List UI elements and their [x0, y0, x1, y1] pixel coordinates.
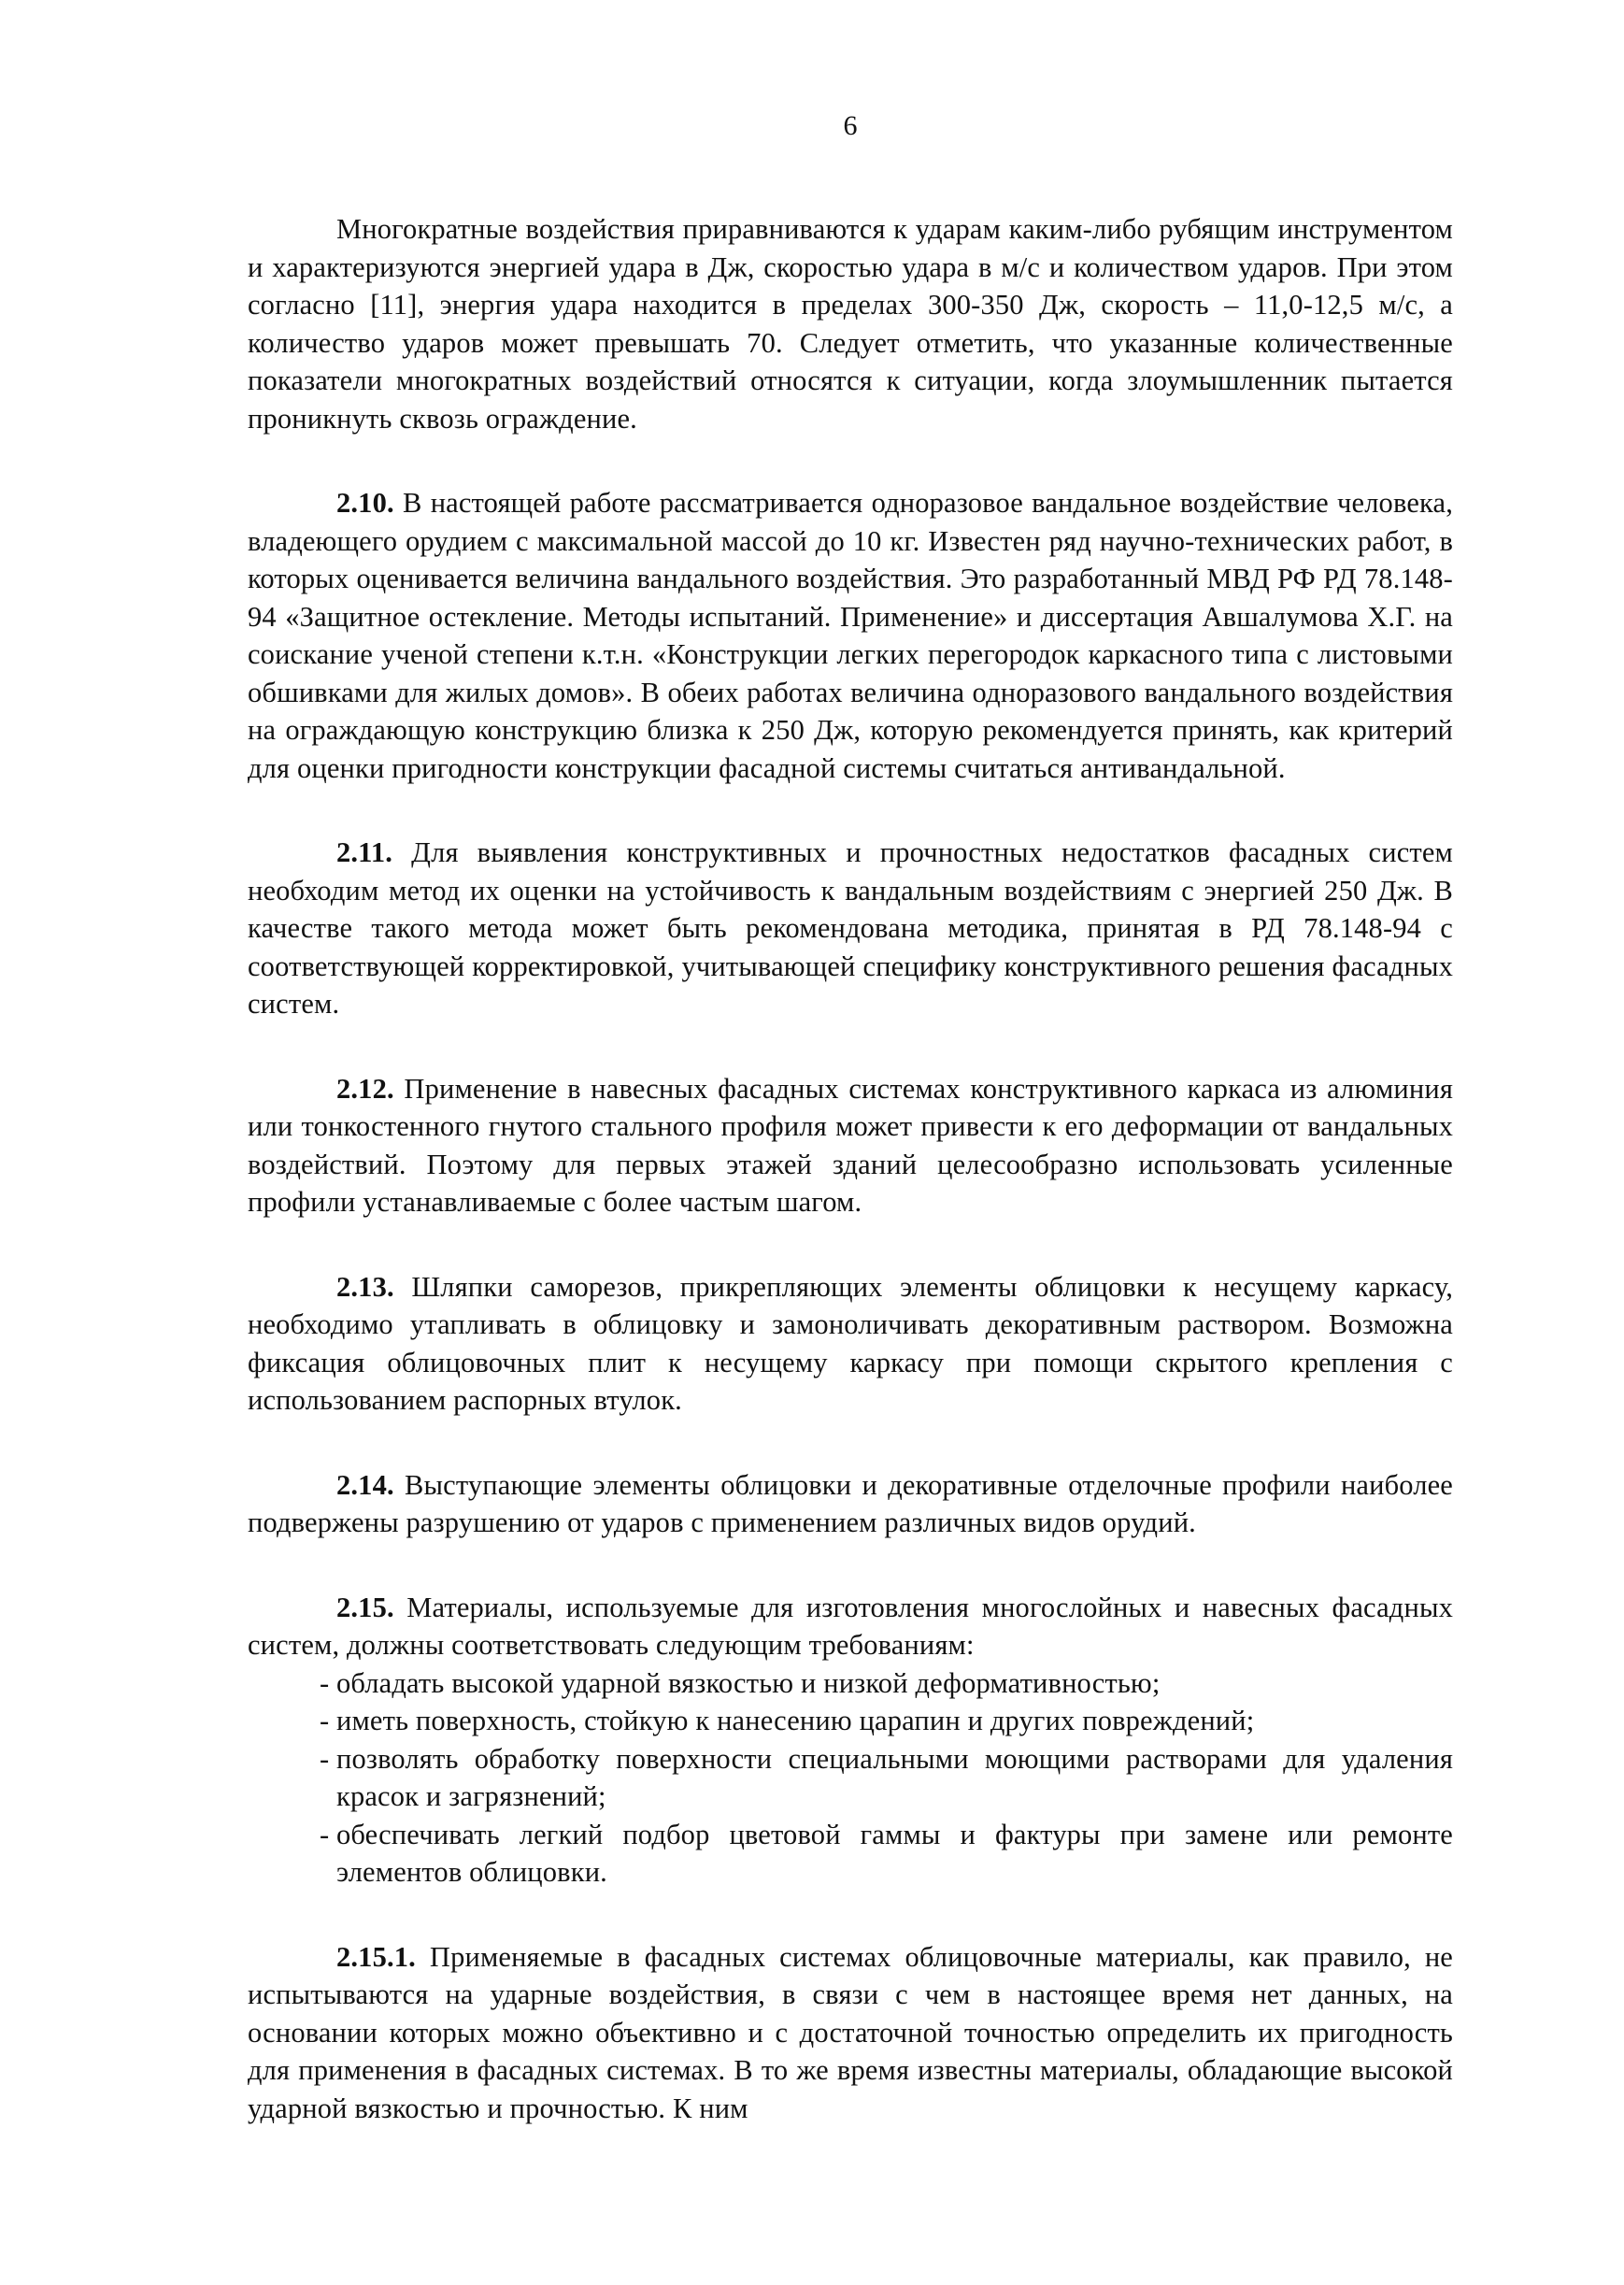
paragraph-2-11 — [248, 834, 1453, 1023]
requirements-list — [248, 1664, 1453, 1892]
section-number: 2.14. — [336, 1468, 394, 1501]
section-number: 2.10. — [336, 487, 394, 519]
list-item-text: обеспечивать легкий подбор цветовой гаммы и фактуры при замене или ремонте элементов облицовки. — [336, 1818, 1453, 1888]
paragraph-2-10 — [248, 484, 1453, 787]
list-item-text: иметь поверхность, стойкую к нанесению царапин и других повреждений; — [336, 1705, 1255, 1736]
page-number: 6 — [843, 110, 858, 141]
paragraph-text: Выступающие элементы облицовки и декоративные отделочные профили наиболее подвержены разрушению от ударов с применением различных видов орудий. — [248, 1468, 1453, 1538]
list-item — [248, 1702, 1453, 1740]
paragraph-text: В настоящей работе рассматривается одноразовое вандальное воздействие человека, владеющего орудием с максимальной массой до 10 кг. Известен ряд научно-технических работ, в которых оценивается величина вандального воздействия. Это разработанный МВД РФ РД 78.148-94 «Защитное остекление. Методы испытаний. Применение» и диссертация Авшалумова Х.Г. на соискание ученой степени к.т.н. «Конструкции легких перегородок каркасного типа с листовыми обшивками для жилых домов». В обеих работах величина одноразового вандального воздействия на ограждающую конструкцию близка к 250 Дж, которую рекомендуется принять, как критерий для оценки пригодности конструкции фасадной системы считаться антивандальной. — [248, 487, 1453, 784]
list-dash: - — [320, 1705, 330, 1736]
paragraph-text: Многократные воздействия приравниваются к ударам каким-либо рубящим инструментом и характеризуются энергией удара в Дж, скоростью удара в м/с и количеством ударов. При этом согласно [11], энергия удара находится в пределах 300-350 Дж, скорость – 11,0-12,5 м/с, а количество ударов может превышать 70. Следует отметить, что указанные количественные показатели многократных воздействий относятся к ситуации, когда злоумышленник пытается проникнуть сквозь ограждение. — [248, 213, 1453, 435]
list-dash: - — [320, 1666, 330, 1699]
section-number: 2.12. — [336, 1072, 394, 1105]
paragraph-text: Шляпки саморезов, прикрепляющих элементы облицовки к несущему каркасу, необходимо утапливать в облицовку и замоноличивать декоративным раствором. Возможна фиксация облицовочных плит к несущему каркасу при помощи скрытого крепления с использованием распорных втулок. — [248, 1270, 1453, 1416]
paragraph-2-13 — [248, 1268, 1453, 1420]
list-item-text: позволять обработку поверхности специальными моющими растворами для удаления красок и загрязнений; — [336, 1742, 1453, 1812]
list-dash: - — [320, 1818, 330, 1850]
list-dash: - — [320, 1742, 330, 1775]
paragraph-text: Применяемые в фасадных системах облицовочные материалы, как правило, не испытываются на ударные воздействия, в связи с чем в настоящее время нет данных, на основании которых можно объективно и с достаточной точностью определить их пригодность для применения в фасадных системах. В то же время известны материалы, обладающие высокой ударной вязкостью и прочностью. К ним — [248, 1940, 1453, 2124]
paragraph-2-12 — [248, 1070, 1453, 1221]
paragraph-2-15-1 — [248, 1938, 1453, 2128]
list-item — [248, 1816, 1453, 1892]
section-number: 2.11. — [336, 836, 393, 868]
paragraph-2-14 — [248, 1466, 1453, 1542]
list-item — [248, 1664, 1453, 1703]
section-number: 2.13. — [336, 1270, 394, 1303]
paragraph-text: Материалы, используемые для изготовления многослойных и навесных фасадных систем, должны соответствовать следующим требованиям: — [248, 1591, 1453, 1661]
paragraph-text: Для выявления конструктивных и прочностных недостатков фасадных систем необходим метод их оценки на устойчивость к вандальным воздействиям с энергией 250 Дж. В качестве такого метода может быть рекомендована методика, принятая в РД 78.148-94 с соответствующей корректировкой, учитывающей специфику конструктивного решения фасадных систем. — [248, 836, 1453, 1020]
list-item-text: обладать высокой ударной вязкостью и низкой деформативностью; — [336, 1666, 1161, 1699]
list-item — [248, 1740, 1453, 1816]
document-page — [248, 112, 1453, 2174]
section-number: 2.15. — [336, 1591, 394, 1623]
section-number: 2.15.1. — [336, 1940, 416, 1973]
paragraph-text: Применение в навесных фасадных системах конструктивного каркаса из алюминия или тонкостенного гнутого стального профиля может привести к его деформации от вандальных воздействий. Поэтому для первых этажей зданий целесообразно использовать усиленные профили устанавливаемые с более частым шагом. — [248, 1072, 1453, 1218]
paragraph-2-15 — [248, 1589, 1453, 1664]
paragraph-intro — [248, 210, 1453, 437]
